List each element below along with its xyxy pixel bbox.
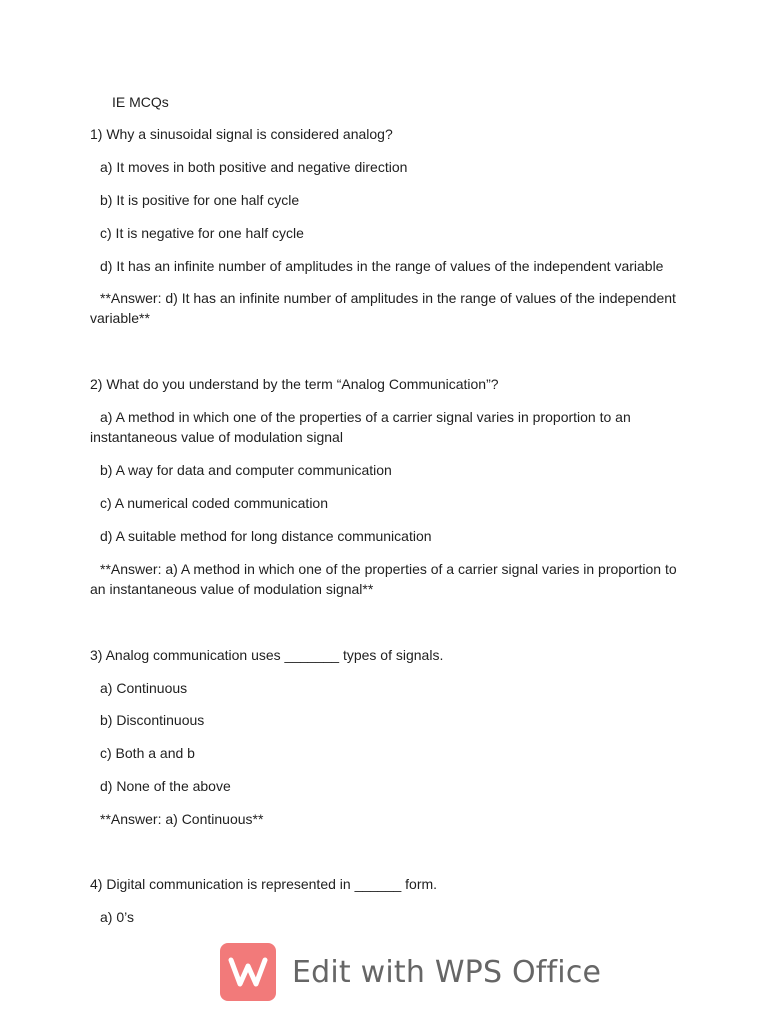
document-title: IE MCQs <box>112 94 169 110</box>
q1-answer: **Answer: d) It has an infinite number of amplitudes in the range of values of the independent variable** <box>90 290 676 326</box>
q1-option-c: c) It is negative for one half cycle <box>100 225 304 241</box>
q2-option-b: b) A way for data and computer communication <box>100 462 392 478</box>
question-4: 4) Digital communication is represented in ______ form. <box>90 876 438 892</box>
edit-with-wps-banner[interactable] <box>220 942 601 1002</box>
q3-option-b: b) Discontinuous <box>100 712 205 728</box>
q4-option-a: a) 0’s <box>100 909 134 925</box>
wps-logo-icon <box>220 943 276 1001</box>
q1-option-a: a) It moves in both positive and negative direction <box>100 159 408 175</box>
q2-option-c: c) A numerical coded communication <box>100 495 328 511</box>
q2-answer: **Answer: a) A method in which one of the properties of a carrier signal varies in proportion to an instantaneous value of modulation signal** <box>90 561 677 597</box>
q1-option-d: d) It has an infinite number of amplitudes in the range of values of the independent variable <box>100 258 664 274</box>
q2-option-d: d) A suitable method for long distance communication <box>100 528 432 544</box>
question-3: 3) Analog communication uses _______ types of signals. <box>90 647 444 663</box>
q3-answer: **Answer: a) Continuous** <box>100 811 264 827</box>
question-2: 2) What do you understand by the term “Analog Communication”? <box>90 376 499 392</box>
q3-option-d: d) None of the above <box>100 778 231 794</box>
q3-option-a: a) Continuous <box>100 680 188 696</box>
question-1: 1) Why a sinusoidal signal is considered analog? <box>90 126 393 142</box>
q2-option-a: a) A method in which one of the properties of a carrier signal varies in proportion to an instantaneous value of modulation signal <box>90 409 631 445</box>
wps-banner-text: Edit with WPS Office <box>292 954 602 990</box>
q1-option-b: b) It is positive for one half cycle <box>100 192 300 208</box>
q3-option-c: c) Both a and b <box>100 745 195 761</box>
